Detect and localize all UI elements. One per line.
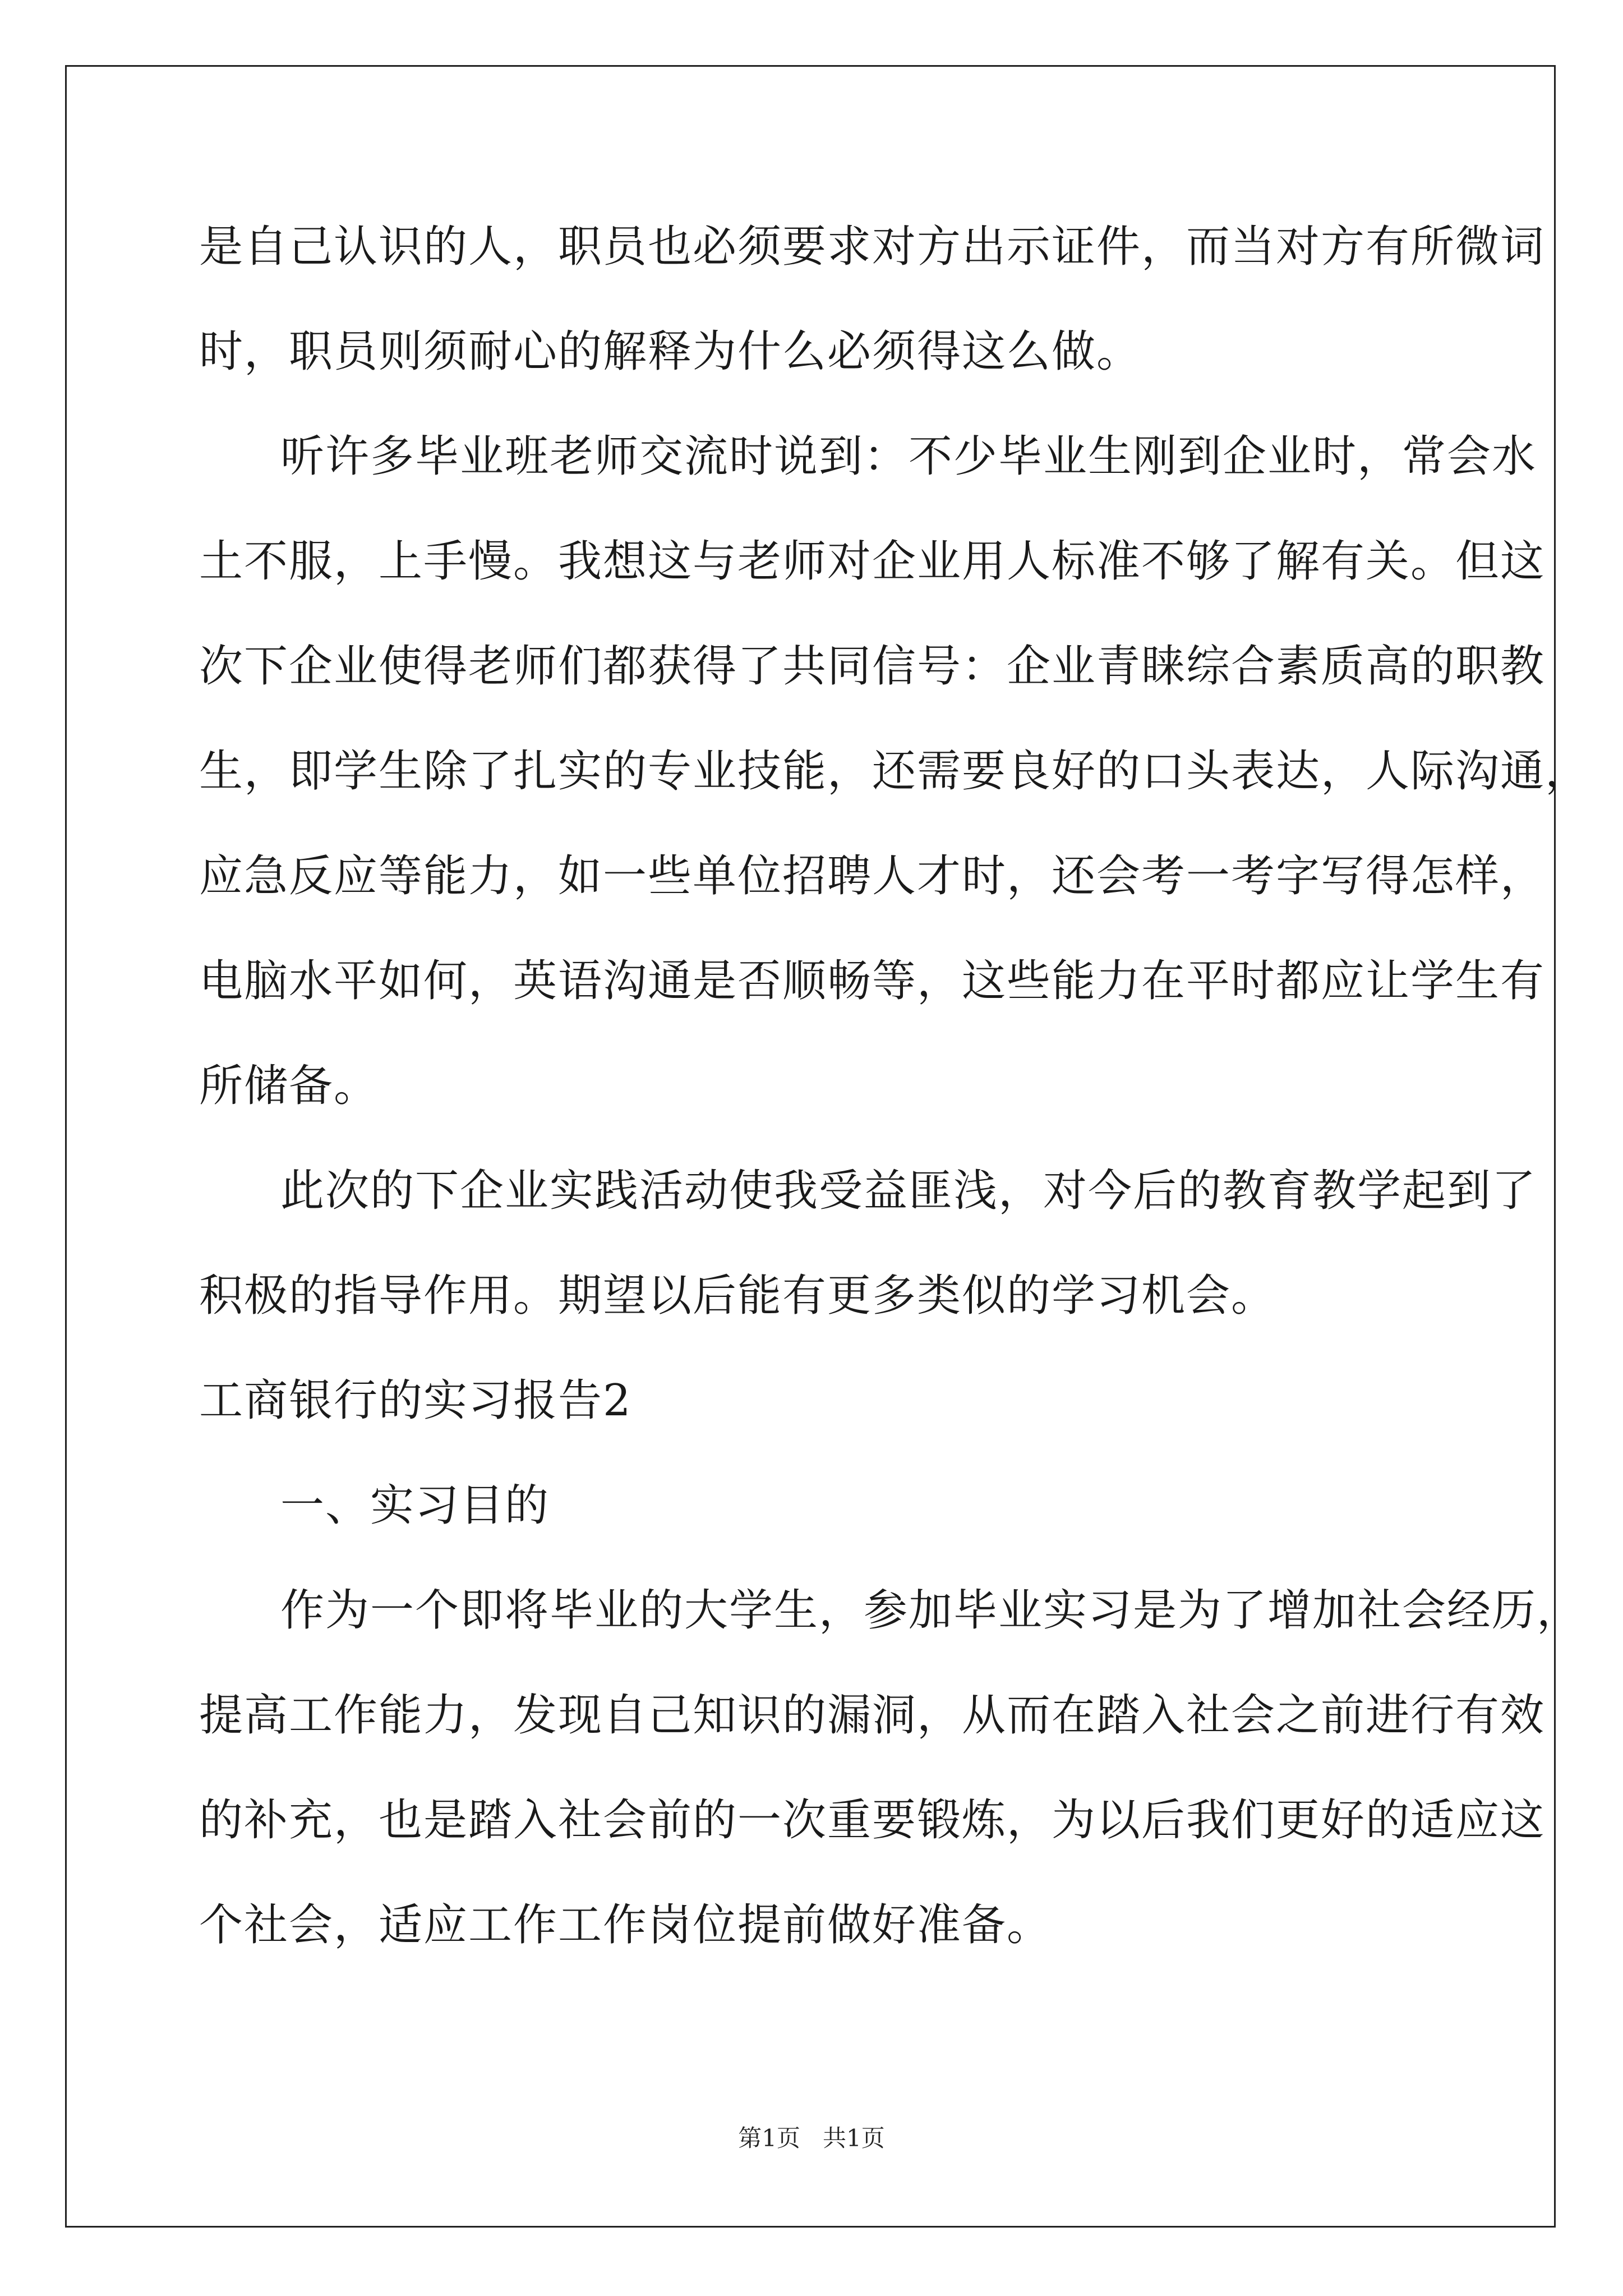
text-line: 土不服，上手慢。我想这与老师对企业用人标准不够了解有关。但这 xyxy=(199,536,1546,587)
text-line: 积极的指导作用。期望以后能有更多类似的学习机会。 xyxy=(199,1271,1276,1321)
text-line: 所储备。 xyxy=(199,1061,379,1111)
text-line: 电脑水平如何，英语沟通是否顺畅等，这些能力在平时都应让学生有 xyxy=(199,956,1546,1006)
text-line: 时，职员则须耐心的解释为什么必须得这么做。 xyxy=(199,326,1142,377)
text-line: 个社会，适应工作工作岗位提前做好准备。 xyxy=(199,1900,1052,1950)
page-footer xyxy=(0,2122,1623,2155)
page-number-current: 第1页 xyxy=(738,2124,800,2152)
text-line: 次下企业使得老师们都获得了共同信号：企业青睐综合素质高的职教 xyxy=(199,641,1546,692)
subsection-heading: 一、实习目的 xyxy=(280,1480,550,1531)
text-line: 提高工作能力，发现自己知识的漏洞，从而在踏入社会之前进行有效 xyxy=(199,1690,1546,1741)
paragraph-start-line: 听许多毕业班老师交流时说到：不少毕业生刚到企业时，常会水 xyxy=(280,431,1537,482)
page-number-total: 共1页 xyxy=(823,2124,885,2152)
paragraph-start-line: 此次的下企业实践活动使我受益匪浅，对今后的教育教学起到了 xyxy=(280,1166,1537,1216)
text-line: 是自己认识的人，职员也必须要求对方出示证件，而当对方有所微词 xyxy=(199,222,1546,272)
text-line: 应急反应等能力，如一些单位招聘人才时，还会考一考字写得怎样， xyxy=(199,851,1546,901)
text-line: 的补充，也是踏入社会前的一次重要锻炼，为以后我们更好的适应这 xyxy=(199,1795,1546,1846)
paragraph-start-line: 作为一个即将毕业的大学生，参加毕业实习是为了增加社会经历， xyxy=(280,1585,1582,1636)
text-line: 生，即学生除了扎实的专业技能，还需要良好的口头表达，人际沟通， xyxy=(199,746,1590,797)
section-title: 工商银行的实习报告2 xyxy=(199,1375,632,1426)
